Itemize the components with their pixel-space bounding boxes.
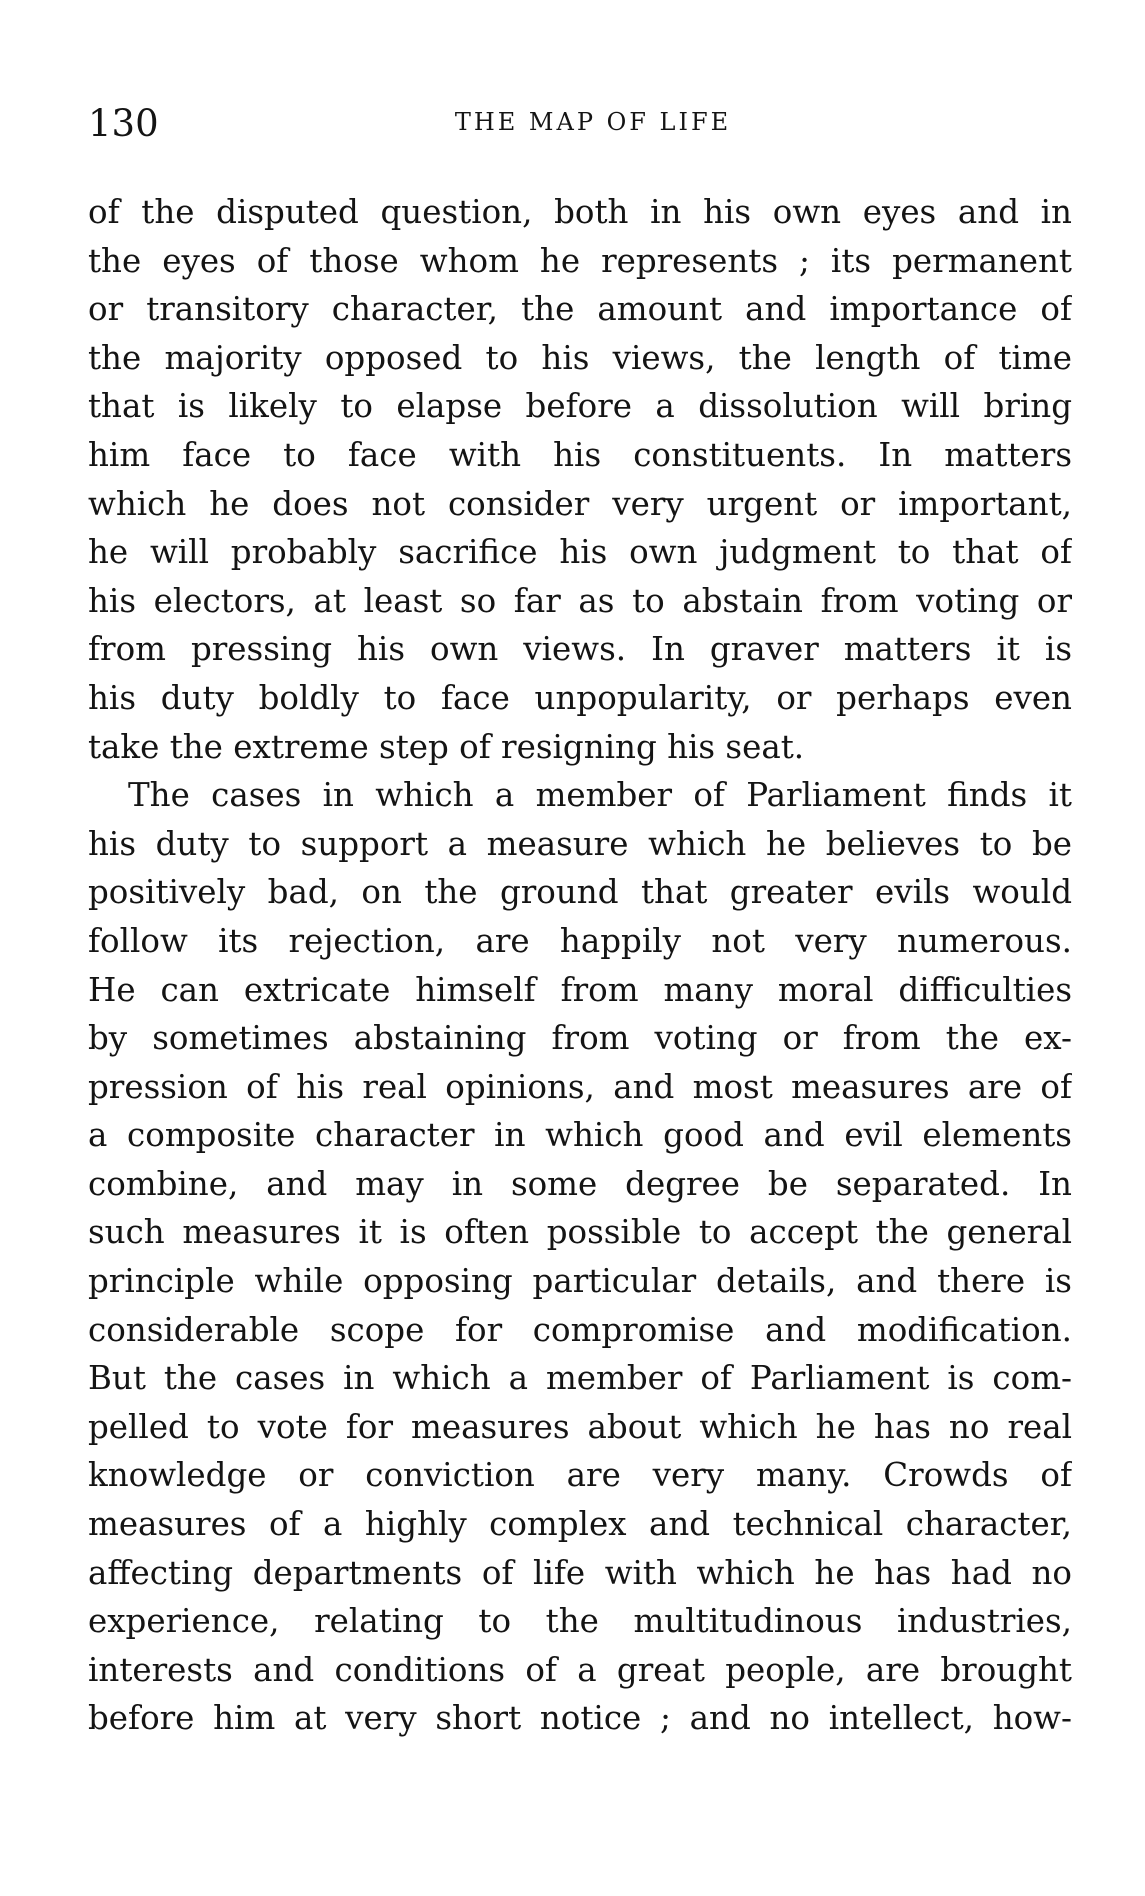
text-line: him face to face with his constituents. In matters bbox=[88, 435, 1072, 474]
text-line: which he does not consider very urgent or important, bbox=[88, 484, 1072, 523]
body-text bbox=[88, 188, 1072, 1743]
text-line: a composite character in which good and evil elements bbox=[88, 1116, 1072, 1155]
paragraph-end-line: take the extreme step of resigning his seat. bbox=[88, 727, 805, 766]
text-line: that is likely to elapse before a dissolution will bring bbox=[88, 387, 1072, 426]
text-line: his electors, at least so far as to abstain from voting or bbox=[88, 581, 1072, 620]
text-line: his duty boldly to face unpopularity, or perhaps even bbox=[88, 678, 1072, 717]
text-line: before him at very short notice ; and no intellect, how- bbox=[88, 1699, 1072, 1738]
running-title: THE MAP OF LIFE bbox=[454, 108, 732, 136]
text-line: pelled to vote for measures about which he has no real bbox=[88, 1407, 1072, 1446]
text-line: by sometimes abstaining from voting or from the ex- bbox=[88, 1019, 1072, 1058]
text-line: combine, and may in some degree be separated. In bbox=[88, 1164, 1072, 1203]
text-line: of the disputed question, both in his own eyes and in bbox=[88, 193, 1072, 231]
text-line: follow its rejection, are happily not very numerous. bbox=[88, 921, 1072, 960]
page-number: 130 bbox=[88, 102, 159, 145]
text-line: He can extricate himself from many moral difficulties bbox=[88, 970, 1072, 1009]
text-line: the eyes of those whom he represents ; its permanent bbox=[88, 241, 1072, 280]
text-line: knowledge or conviction are very many. Crowds of bbox=[88, 1456, 1072, 1495]
text-line: from pressing his own views. In graver matters it is bbox=[88, 630, 1072, 669]
text-line: measures of a highly complex and technical character, bbox=[88, 1505, 1072, 1544]
text-line: considerable scope for compromise and modification. bbox=[88, 1310, 1072, 1349]
text-line: he will probably sacrifice his own judgment to that of bbox=[88, 533, 1072, 572]
text-line: his duty to support a measure which he believes to be bbox=[88, 824, 1072, 863]
text-line: pression of his real opinions, and most measures are of bbox=[88, 1067, 1072, 1106]
text-line: positively bad, on the ground that greater evils would bbox=[88, 873, 1072, 912]
text-line: principle while opposing particular details, and there is bbox=[88, 1262, 1072, 1301]
text-line: or transitory character, the amount and importance of bbox=[88, 290, 1072, 329]
text-line: such measures it is often possible to accept the general bbox=[88, 1213, 1072, 1252]
text-line: interests and conditions of a great people, are brought bbox=[88, 1650, 1072, 1689]
page-header bbox=[88, 100, 1078, 150]
text-line: experience, relating to the multitudinous industries, bbox=[88, 1602, 1072, 1641]
text-line: But the cases in which a member of Parliament is com- bbox=[88, 1359, 1072, 1398]
paragraph-start-line: The cases in which a member of Parliament finds it bbox=[128, 776, 1072, 815]
text-line: affecting departments of life with which he has had no bbox=[88, 1553, 1072, 1592]
text-line: the majority opposed to his views, the length of time bbox=[88, 338, 1072, 377]
